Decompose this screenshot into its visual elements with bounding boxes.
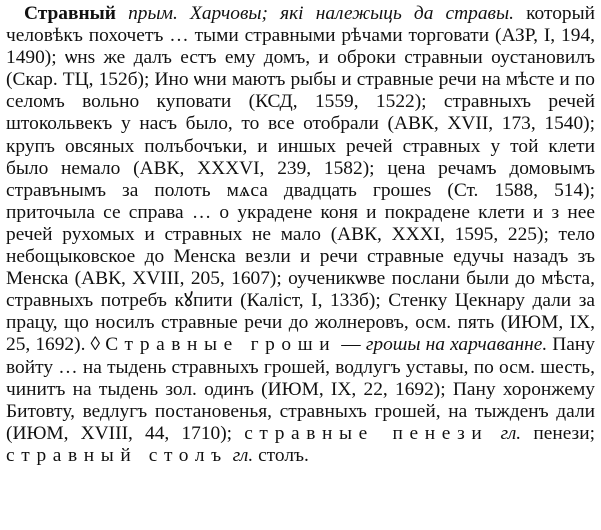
phrase-stravnye-penezi: стравные пенези	[244, 422, 489, 444]
phrase-stravnye-groshi-citations: Пану войту … на тыдень стравныхъ грошей, водлугъ уставы, по осм. шесть, чинитъ на тыдень зол. одинъ (ИЮМ, IX, 22, 1692); Пану хоронжему Битовту, ведлугъ постановенья, стравныхъ грошей, на тыжденъ дали (ИЮМ, XVIII, 44, 1710);	[6, 334, 595, 444]
phrase-dash: —	[336, 334, 366, 356]
entry-citations: который человѣкъ похочетъ … тыми стравными рѣчами торговати (АЗР, I, 194, 1490); ѡнѕ же далъ естъ ему домъ, и оброки стравныи оустановилъ (Скар. ТЦ, 152б); Ино ѡни маютъ рыбы и стравные речи на мѣсте и по селомъ вольно куповати (КСД, 1559, 1522); стравныхъ речей штокольвекъ у насъ было, то все отобрали (АВК, XVII, 173, 1540); крупъ овсяных полъбочъки, и иншых речей стравных у той клети было немало (АВК, XXXVI, 239, 1582); цена речамъ домовымъ стравънымъ за полоть мѧса двадцать грошеѕ (Ст. 1588, 514); приточыла се справа … о украдене коня и покрадене клети и з нее речей рухомых и стравных не мало (АВК, XXXI, 1595, 225); тело небощыковское до Менска везли и речи стравные едучы назадъ зъ Менска (АВК, XVIII, 205, 1607); оученикѡве послани были до мѣста, стравныхъ потребъ кꙋпити (Каліст, I, 133б); Стенку Цекнару дали за працу, що носилъ стравные речи до жолнеровъ, осм. пять (ИЮМ, IX, 25, 1692). ◊	[6, 3, 596, 356]
phrase-stravny-stol: стравный столъ	[6, 444, 228, 466]
phrase-stravnye-groshi: Стравные гроши	[105, 334, 337, 356]
entry-headword: Стравный	[24, 3, 116, 24]
phrase-stravnye-groshi-gloss: грошы на харчаванне.	[365, 334, 548, 356]
see-label-2: гл.	[232, 444, 254, 466]
part-of-speech: прым.	[128, 3, 178, 24]
dictionary-entry	[6, 3, 595, 467]
cross-reference-penezi: пенези;	[533, 422, 595, 444]
cross-reference-stol: столъ.	[258, 444, 309, 466]
see-label-1: гл.	[500, 422, 522, 444]
entry-gloss: Харчовы; які належыць да стравы.	[190, 3, 514, 24]
